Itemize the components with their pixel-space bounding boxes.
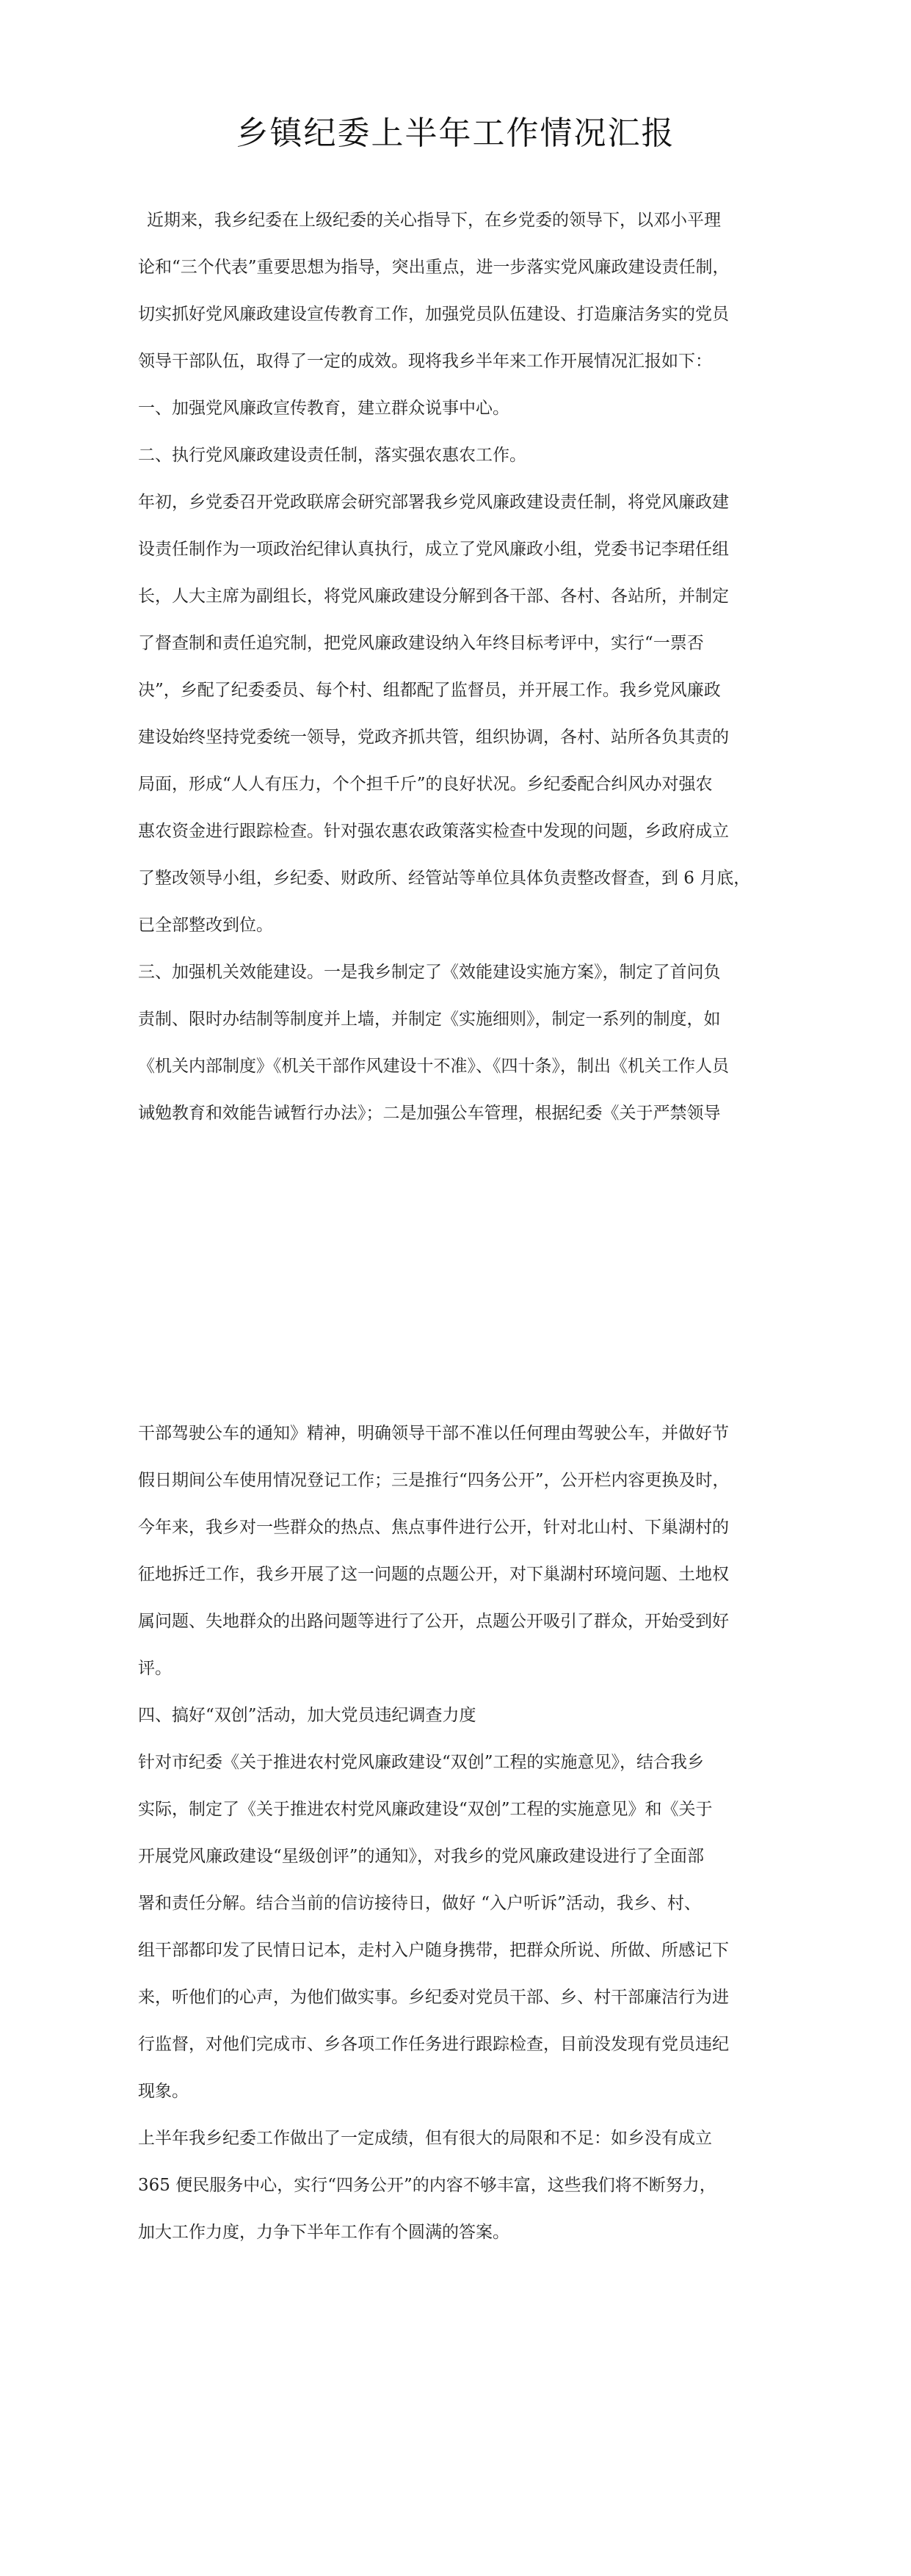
paragraph-line: 局面，形成“人人有压力，个个担千斤”的良好状况。乡纪委配合纠风办对强农 <box>138 775 713 794</box>
paragraph-line: 组干部都印发了民情日记本，走村入户随身携带，把群众所说、所做、所感记下 <box>138 1941 729 1960</box>
body-text-lower <box>138 1410 777 2256</box>
paragraph-line: 加大工作力度，力争下半年工作有个圆满的答案。 <box>138 2223 509 2242</box>
paragraph-line: 了整改领导小组，乡纪委、财政所、经管站等单位具体负责整改督查，到 6 月底， <box>138 869 751 888</box>
paragraph-line: 长，人大主席为副组长，将党风廉政建设分解到各干部、各村、各站所，并制定 <box>138 587 729 606</box>
paragraph-line: 设责任制作为一项政治纪律认真执行，成立了党风廉政小组，党委书记李珺任组 <box>138 540 729 559</box>
paragraph-line: 开展党风廉政建设“星级创评”的通知》，对我乡的党风廉政建设进行了全面部 <box>138 1847 705 1866</box>
paragraph-line: 责制、限时办结制等制度并上墙，并制定《实施细则》，制定一系列的制度，如 <box>138 1010 721 1029</box>
paragraph-line: 干部驾驶公车的通知》精神，明确领导干部不准以任何理由驾驶公车，并做好节 <box>138 1424 729 1443</box>
paragraph-line: 年初，乡党委召开党政联席会研究部署我乡党风廉政建设责任制，将党风廉政建 <box>138 493 729 512</box>
section-heading: 二、执行党风廉政建设责任制，落实强农惠农工作。 <box>138 446 526 465</box>
paragraph-line: 假日期间公车使用情况登记工作；三是推行“四务公开”，公开栏内容更换及时， <box>138 1471 730 1490</box>
paragraph-line: 《机关内部制度》《机关干部作风建设十不准》、《四十条》，制出《机关工作人员 <box>138 1057 729 1076</box>
paragraph-line: 建设始终坚持党委统一领导，党政齐抓共管，组织协调，各村、站所各负其责的 <box>138 728 729 747</box>
document-title: 乡镇纪委上半年工作情况汇报 <box>236 115 675 152</box>
paragraph-line: 已全部整改到位。 <box>138 916 273 935</box>
paragraph-line: 实际，制定了《关于推进农村党风廉政建设“双创”工程的实施意见》和《关于 <box>138 1800 713 1819</box>
paragraph-line: 针对市纪委《关于推进农村党风廉政建设“双创”工程的实施意见》，结合我乡 <box>138 1753 705 1772</box>
paragraph-line: 切实抓好党风廉政建设宣传教育工作，加强党员队伍建设、打造廉洁务实的党员 <box>138 305 729 324</box>
paragraph-line: 属问题、失地群众的出路问题等进行了公开，点题公开吸引了群众，开始受到好 <box>138 1612 729 1631</box>
section-heading: 三、加强机关效能建设。一是我乡制定了《效能建设实施方案》，制定了首问负 <box>138 963 721 982</box>
paragraph-line: 行监督，对他们完成市、乡各项工作任务进行跟踪检查，目前没发现有党员违纪 <box>138 2035 729 2054</box>
paragraph-line: 现象。 <box>138 2082 189 2101</box>
paragraph-line: 署和责任分解。结合当前的信访接待日，做好 “入户听诉”活动，我乡、村、 <box>138 1894 701 1913</box>
section-heading: 四、搞好“双创”活动，加大党员违纪调查力度 <box>138 1706 476 1725</box>
paragraph-line: 论和“三个代表”重要思想为指导，突出重点，进一步落实党风廉政建设责任制， <box>138 258 730 277</box>
paragraph-line: 诫勉教育和效能告诫暂行办法》；二是加强公车管理，根据纪委《关于严禁领导 <box>138 1104 721 1123</box>
section-heading: 一、加强党风廉政宣传教育，建立群众说事中心。 <box>138 399 509 418</box>
paragraph-line: 来，听他们的心声，为他们做实事。乡纪委对党员干部、乡、村干部廉洁行为进 <box>138 1988 729 2007</box>
paragraph-line: 决”，乡配了纪委委员、每个村、组都配了监督员，并开展工作。我乡党风廉政 <box>138 681 721 700</box>
paragraph-line: 征地拆迁工作，我乡开展了这一问题的点题公开，对下巢湖村环境问题、土地权 <box>138 1565 729 1584</box>
paragraph-line: 365 便民服务中心，实行“四务公开”的内容不够丰富，这些我们将不断努力， <box>138 2176 716 2195</box>
paragraph-line: 今年来，我乡对一些群众的热点、焦点事件进行公开，针对北山村、下巢湖村的 <box>138 1518 729 1537</box>
paragraph-line: 上半年我乡纪委工作做出了一定成绩，但有很大的局限和不足：如乡没有成立 <box>138 2129 712 2148</box>
paragraph-line: 领导干部队伍，取得了一定的成效。现将我乡半年来工作开展情况汇报如下： <box>138 352 712 371</box>
body-text-upper <box>138 197 777 1137</box>
paragraph-line: 近期来，我乡纪委在上级纪委的关心指导下，在乡党委的领导下，以邓小平理 <box>147 211 721 230</box>
paragraph-line: 惠农资金进行跟踪检查。针对强农惠农政策落实检查中发现的问题，乡政府成立 <box>138 822 729 841</box>
paragraph-line: 了督查制和责任追究制，把党风廉政建设纳入年终目标考评中，实行“一票否 <box>138 634 704 653</box>
paragraph-line: 评。 <box>138 1659 172 1678</box>
